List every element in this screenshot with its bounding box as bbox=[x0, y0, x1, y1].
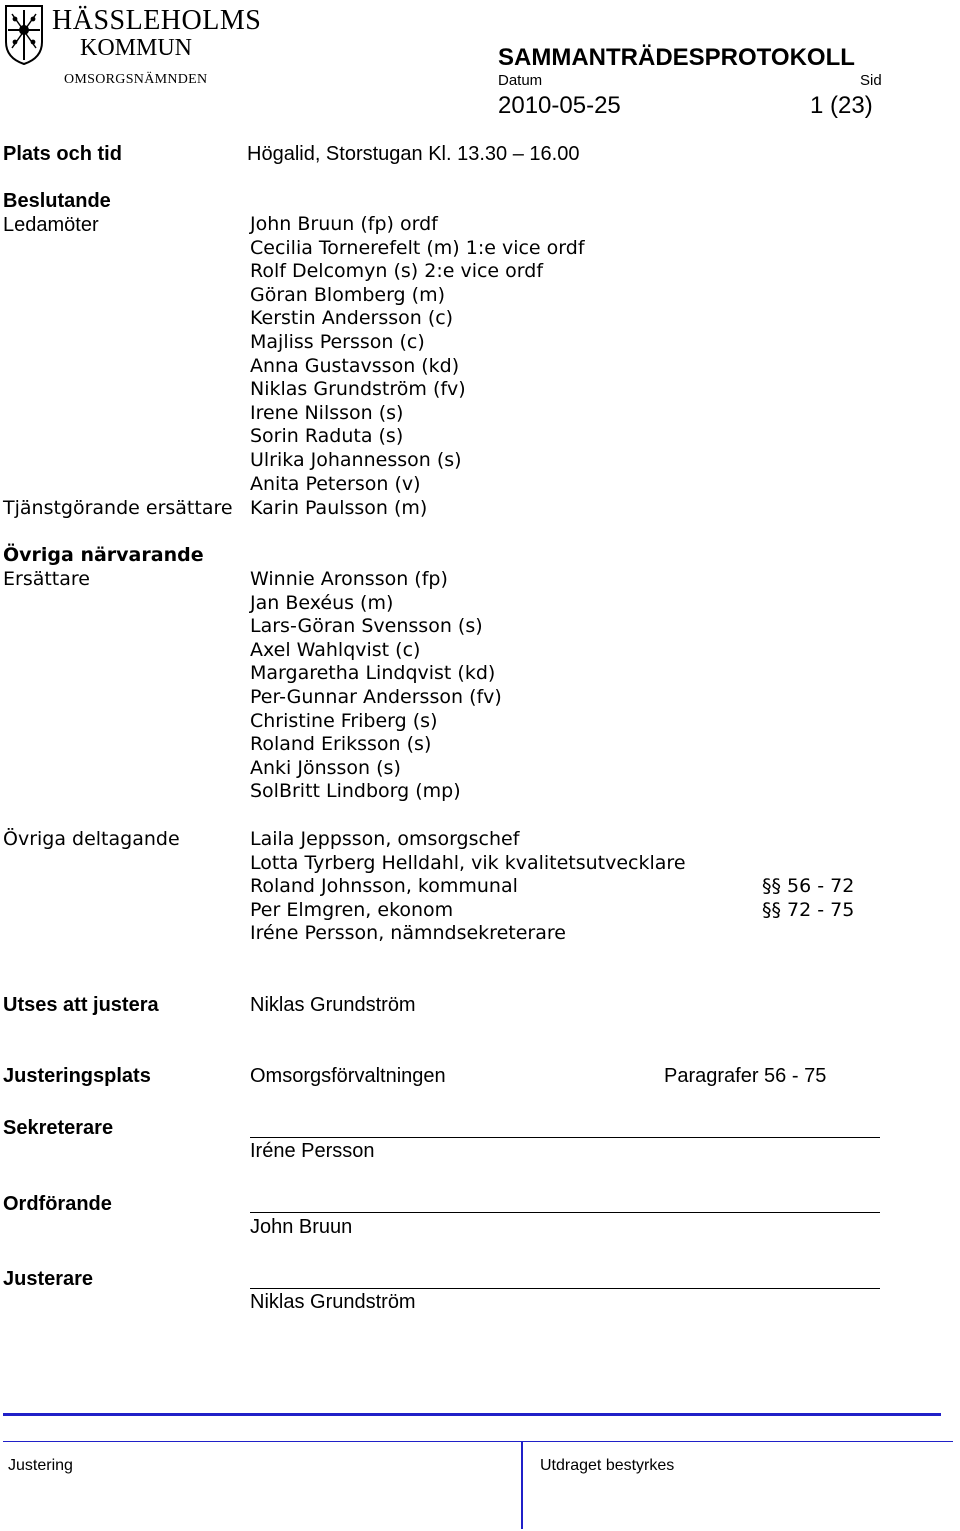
footer-justering-label: Justering bbox=[8, 1457, 73, 1474]
list-item bbox=[250, 922, 890, 946]
place-time-label: Plats och tid bbox=[3, 143, 122, 165]
document-type-title: SAMMANTRÄDESPROTOKOLL bbox=[498, 44, 855, 71]
participant-name: Lotta Tyrberg Helldahl, vik kvalitetsutvecklare bbox=[250, 851, 686, 874]
list-item bbox=[250, 875, 890, 899]
participant-name: Iréne Persson, nämndsekreterare bbox=[250, 922, 566, 945]
page-number: 1 (23) bbox=[810, 92, 873, 119]
list-item: Ulrika Johannesson (s) bbox=[250, 448, 462, 471]
org-name-line2: KOMMUN bbox=[80, 35, 193, 61]
list-item: Rolf Delcomyn (s) 2:e vice ordf bbox=[250, 260, 544, 283]
participant-name: Laila Jeppsson, omsorgschef bbox=[250, 828, 520, 850]
list-item: Per-Gunnar Andersson (fv) bbox=[250, 685, 502, 708]
list-item: Roland Eriksson (s) bbox=[250, 733, 432, 756]
list-item: Axel Wahlqvist (c) bbox=[250, 638, 421, 661]
paragrafer-range: Paragrafer 56 - 75 bbox=[664, 1065, 827, 1087]
list-item: Anna Gustavsson (kd) bbox=[250, 354, 460, 377]
page-label: Sid bbox=[860, 72, 882, 89]
footer-column-divider bbox=[521, 1441, 523, 1529]
participant-name: Roland Johnsson, kommunal bbox=[250, 875, 518, 898]
list-item bbox=[250, 828, 890, 852]
signature-line bbox=[250, 1288, 880, 1289]
deltagande-list bbox=[250, 828, 890, 946]
list-item: Cecilia Tornerefelt (m) 1:e vice ordf bbox=[250, 236, 585, 259]
beslutande-heading: Beslutande bbox=[3, 190, 111, 212]
footer-divider-thin bbox=[3, 1441, 953, 1442]
signature-name: John Bruun bbox=[250, 1216, 353, 1238]
list-item: Winnie Aronsson (fp) bbox=[250, 568, 448, 590]
paragraph-range: §§ 56 - 72 bbox=[762, 875, 855, 898]
list-item: Anita Peterson (v) bbox=[250, 472, 421, 495]
tjanstgorande-label: Tjänstgörande ersättare bbox=[3, 497, 233, 519]
list-item: Sorin Raduta (s) bbox=[250, 425, 404, 448]
municipal-crest-logo bbox=[4, 4, 44, 66]
list-item: Majliss Persson (c) bbox=[250, 330, 425, 353]
signature-line bbox=[250, 1137, 880, 1138]
tjanstgorande-value: Karin Paulsson (m) bbox=[250, 497, 428, 519]
list-item: SolBritt Lindborg (mp) bbox=[250, 780, 461, 803]
meeting-date: 2010-05-25 bbox=[498, 92, 621, 119]
list-item: John Bruun (fp) ordf bbox=[250, 213, 438, 235]
justeringsplats-label: Justeringsplats bbox=[3, 1065, 151, 1087]
signature-line bbox=[250, 1212, 880, 1213]
list-item bbox=[250, 852, 890, 876]
list-item: Margaretha Lindqvist (kd) bbox=[250, 662, 496, 685]
place-time-value: Högalid, Storstugan Kl. 13.30 – 16.00 bbox=[247, 143, 580, 165]
list-item: Kerstin Andersson (c) bbox=[250, 307, 454, 330]
signature-role-justerare: Justerare bbox=[3, 1268, 94, 1290]
signature-name: Iréne Persson bbox=[250, 1140, 375, 1162]
list-item: Anki Jönsson (s) bbox=[250, 756, 401, 779]
list-item: Irene Nilsson (s) bbox=[250, 401, 404, 424]
justeringsplats-value: Omsorgsförvaltningen bbox=[250, 1065, 446, 1087]
list-item: Göran Blomberg (m) bbox=[250, 283, 445, 306]
list-item bbox=[250, 899, 890, 923]
footer-utdraget-label: Utdraget bestyrkes bbox=[540, 1457, 675, 1474]
ledamoter-list bbox=[250, 213, 585, 496]
org-name-line1: HÄSSLEHOLMS bbox=[52, 5, 262, 36]
date-label: Datum bbox=[498, 72, 543, 89]
utses-att-justera-value: Niklas Grundström bbox=[250, 994, 416, 1016]
ersattare-label: Ersättare bbox=[3, 568, 90, 590]
utses-att-justera-label: Utses att justera bbox=[3, 994, 159, 1016]
ovriga-narvarande-heading: Övriga närvarande bbox=[3, 544, 204, 566]
list-item: Jan Bexéus (m) bbox=[250, 591, 394, 614]
list-item: Christine Friberg (s) bbox=[250, 709, 438, 732]
ersattare-list bbox=[250, 568, 502, 804]
list-item: Niklas Grundström (fv) bbox=[250, 378, 466, 401]
department-name: OMSORGSNÄMNDEN bbox=[64, 72, 208, 87]
signature-role-sekreterare: Sekreterare bbox=[3, 1117, 114, 1139]
ledamoter-label: Ledamöter bbox=[3, 214, 99, 236]
list-item: Lars-Göran Svensson (s) bbox=[250, 615, 483, 638]
deltagande-label: Övriga deltagande bbox=[3, 828, 180, 850]
participant-name: Per Elmgren, ekonom bbox=[250, 898, 454, 921]
signature-name: Niklas Grundström bbox=[250, 1291, 416, 1313]
footer-divider bbox=[3, 1413, 941, 1416]
paragraph-range: §§ 72 - 75 bbox=[762, 898, 855, 921]
signature-role-ordforande: Ordförande bbox=[3, 1193, 112, 1215]
